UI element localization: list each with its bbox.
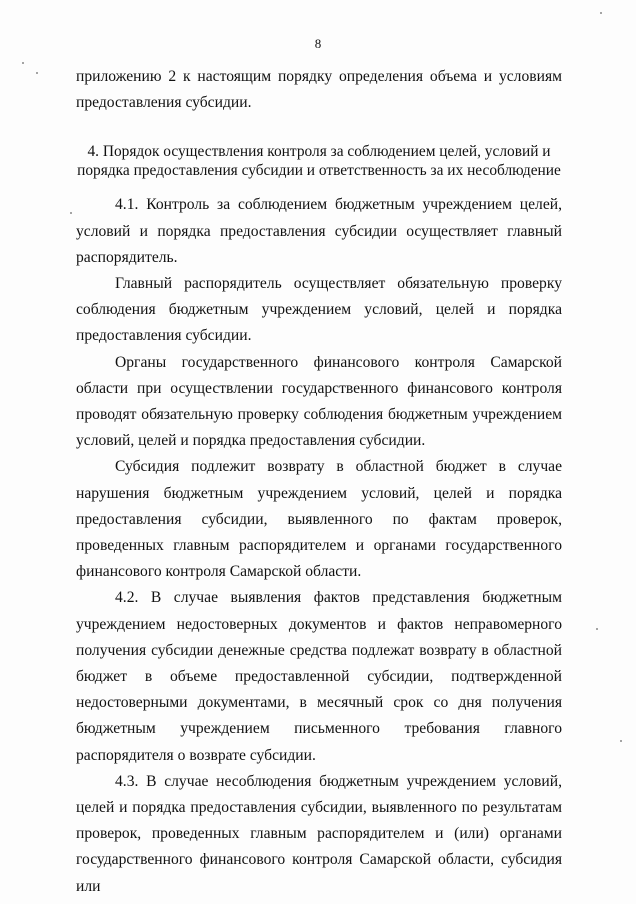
paragraph-4-1: 4.1. Контроль за соблюдением бюджетным учреждением целей, условий и порядка предоставления субсидии осуществляет главный распорядитель. bbox=[76, 196, 562, 266]
scan-speck bbox=[22, 62, 24, 64]
scan-speck bbox=[36, 72, 38, 74]
scan-speck bbox=[620, 740, 622, 742]
scan-speck bbox=[600, 12, 602, 14]
paragraph-4-3: 4.3. В случае несоблюдения бюджетным учреждением условий, целей и порядка предоставления субсидии, выявленного по результатам проверок, проведенных главным распорядителем и (или) органами государственного финансового контроля Самарской области, субсидия или bbox=[76, 772, 562, 895]
paragraph-control-bodies: Органы государственного финансового контроля Самарской области при осуществлении государственного финансового контроля проводят обязательную проверку соблюдения бюджетным учреждением условий, целей и порядка предоставления субсидии. bbox=[76, 353, 562, 450]
intro-paragraph: приложению 2 к настоящим порядку определения объема и условиям предоставления субсидии. bbox=[76, 68, 562, 112]
scan-speck bbox=[70, 212, 72, 214]
paragraph-refund: Субсидия подлежит возврату в областной бюджет в случае нарушения бюджетным учреждением условий, целей и порядка предоставления субсидии, выявленного по фактам проверок, проведенных главным распорядителем и органами государственного финансового контроля Самарской области. bbox=[76, 458, 562, 581]
scan-speck bbox=[596, 628, 598, 630]
paragraph-4-2: 4.2. В случае выявления фактов представления бюджетным учреждением недостоверных документов и фактов неправомерного получения субсидии денежные средства подлежат возврату в областной бюджет в объеме предоставленной субсидии, подтвержденной недостоверными документами, в месячный срок со дня получения бюджетным учреждением письменного требования главного распорядителя о возврате субсидии. bbox=[76, 589, 562, 764]
document-body bbox=[76, 64, 562, 900]
paragraph-verification: Главный распорядитель осуществляет обязательную проверку соблюдения бюджетным учреждением условий, целей и порядка предоставления субсидии. bbox=[76, 275, 562, 345]
section-heading: 4. Порядок осуществления контроля за соблюдением целей, условий и порядка предоставления субсидии и ответственность за их несоблюдение bbox=[77, 143, 561, 179]
page-number: 8 bbox=[314, 36, 322, 51]
